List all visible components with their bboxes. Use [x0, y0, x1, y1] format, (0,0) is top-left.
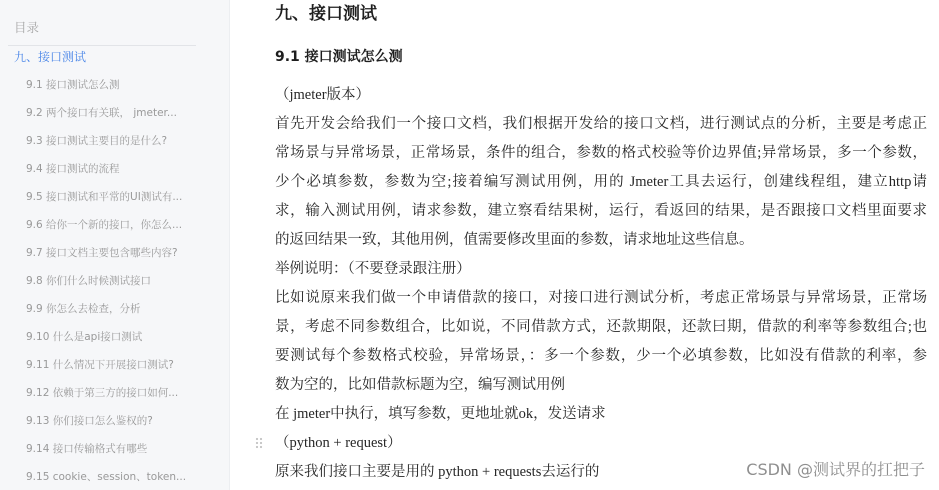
- paragraph-analysis: [275, 110, 927, 255]
- version-note: （jmeter版本）: [275, 87, 371, 103]
- chapter-heading: 九、接口测试: [275, 4, 377, 24]
- python-note: （python + request）: [275, 435, 402, 451]
- toc-list: [0, 43, 229, 490]
- paragraph-line: 常场景与异常场景，正常场景，条件的组合，参数的格式校验等价边界值;异常场景，多一个参数，: [275, 145, 927, 161]
- toc-sidebar: [0, 0, 230, 490]
- toc-item-9-9[interactable]: 9.9 你怎么去检查，分析: [26, 303, 141, 315]
- article-body: [275, 81, 927, 487]
- article-content: [275, 0, 927, 490]
- toc-item-9-13[interactable]: 9.13 你们接口怎么鉴权的?: [26, 415, 153, 427]
- toc-title: 目录: [14, 20, 40, 35]
- drag-handle-icon[interactable]: [255, 437, 263, 449]
- toc-item-9-15[interactable]: 9.15 cookie、session、token...: [26, 471, 187, 483]
- paragraph-line: 首先开发会给我们一个接口文档，我们根据开发给的接口文档，进行测试点的分析，主要是考虑正: [275, 116, 927, 132]
- paragraph-line: 求，输入测试用例，请求参数，建立察看结果树，运行，看返回的结果，是否跟接口文档里面要求: [275, 203, 927, 219]
- paragraph-line: 少个必填参数，参数为空;接着编写测试用例，用的 Jmeter工具去运行，创建线程组，建立http请: [275, 174, 927, 190]
- paragraph-line: 要测试每个参数格式校验，异常场景，：多一个参数，少一个必填参数，比如没有借款的利率，参: [275, 348, 927, 364]
- toc-item-9-10[interactable]: 9.10 什么是api接口测试: [26, 331, 143, 343]
- paragraph-line: 数为空的，比如借款标题为空，编写测试用例: [275, 377, 565, 393]
- example-label: 举例说明：（不要登录跟注册）: [275, 261, 471, 277]
- toc-item-9-14[interactable]: 9.14 接口传输格式有哪些: [26, 443, 148, 455]
- toc-item-9-6[interactable]: 9.6 给你一个新的接口，你怎么...: [26, 219, 183, 231]
- toc-item-9-2[interactable]: 9.2 两个接口有关联， jmeter...: [26, 107, 177, 119]
- toc-item-chapter-9[interactable]: 九、接口测试: [14, 50, 87, 64]
- toc-item-9-12[interactable]: 9.12 依赖于第三方的接口如何...: [26, 387, 179, 399]
- toc-item-9-3[interactable]: 9.3 接口测试主要目的是什么?: [26, 135, 168, 147]
- toc-item-9-8[interactable]: 9.8 你们什么时候测试接口: [26, 275, 152, 287]
- section-heading: 9.1 接口测试怎么测: [275, 49, 403, 65]
- python-line: 原来我们接口主要是用的 python + requests去运行的: [275, 464, 600, 480]
- toc-item-9-7[interactable]: 9.7 接口文档主要包含哪些内容?: [26, 247, 178, 259]
- paragraph-line: 景，考虑不同参数组合，比如说，不同借款方式，还款期限，还款曰期，借款的利率等参数组合;也: [275, 319, 927, 335]
- paragraph-line: 的返回结果一致，其他用例，值需要修改里面的参数，请求地址这些信息。: [275, 232, 754, 248]
- jmeter-step: 在 jmeter中执行，填写参数，更地址就ok，发送请求: [275, 406, 606, 422]
- paragraph-line: 比如说原来我们做一个申请借款的接口，对接口进行测试分析，考虑正常场景与异常场景，正常场: [275, 290, 927, 306]
- paragraph-example: [275, 284, 927, 400]
- toc-item-9-1[interactable]: 9.1 接口测试怎么测: [26, 79, 120, 91]
- toc-item-9-11[interactable]: 9.11 什么情况下开展接口测试?: [26, 359, 174, 371]
- toc-item-9-5[interactable]: 9.5 接口测试和平常的UI测试有...: [26, 191, 183, 203]
- toc-item-9-4[interactable]: 9.4 接口测试的流程: [26, 163, 120, 175]
- csdn-watermark: CSDN @测试界的扛把子: [746, 460, 925, 479]
